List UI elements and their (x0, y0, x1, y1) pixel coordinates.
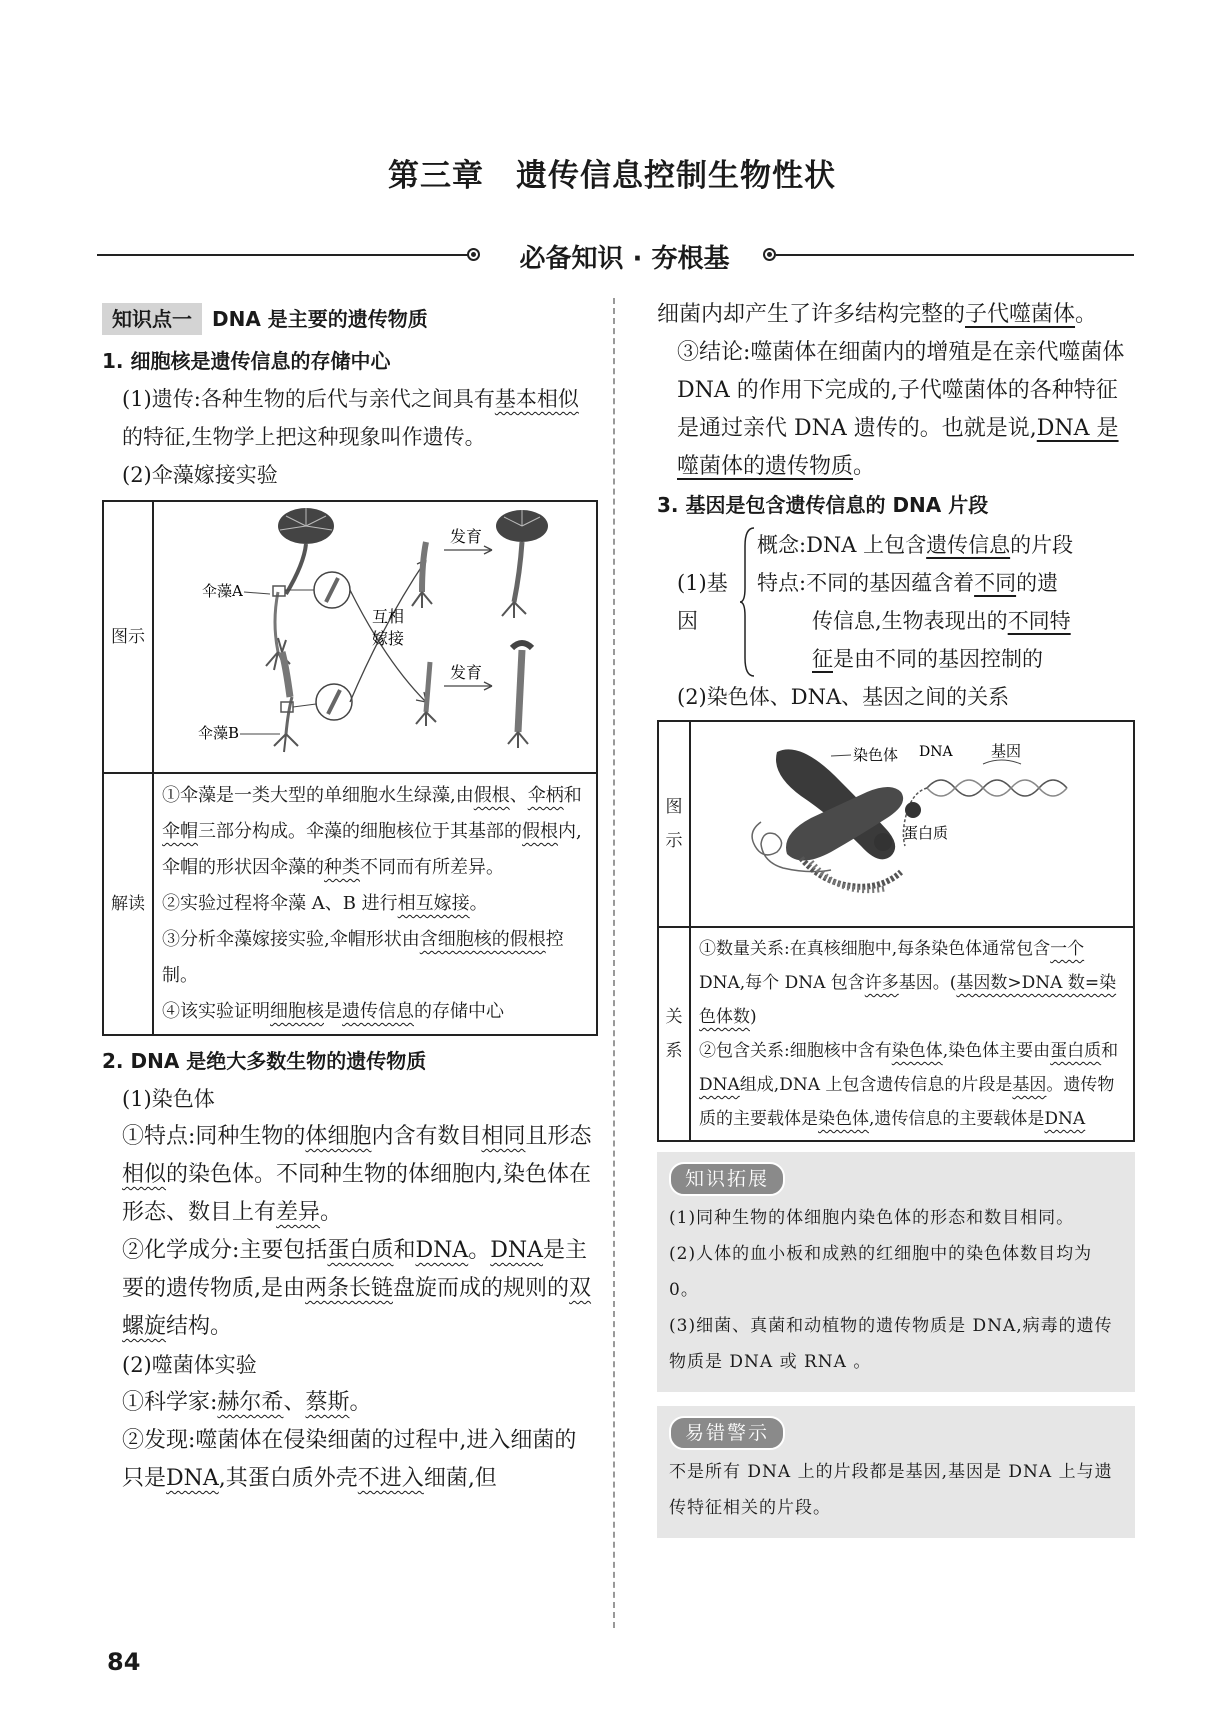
extension-item: (3)细菌、真菌和动植物的遗传物质是 DNA,病毒的遗传物质是 DNA 或 RNA 。 (669, 1316, 1113, 1372)
section-1-heading: 1. 细胞核是遗传信息的存储中心 (102, 349, 391, 373)
relation-text: ①数量关系:在真核细胞中,每条染色体通常包含一个 DNA,每个 DNA 包含许多基因。(基因数>DNA 数=染色体数) ②包含关系:细胞核中含有染色体,染色体主要由蛋白质和DNA组成,DNA 上包含遗传信息的片段是基因。遗传物质的主要载体是染色体,遗传信息的主要载体是DNA (690, 927, 1134, 1141)
acetabularia-subheading: (2)伞藻嫁接实验 (122, 463, 278, 487)
label-protein: 蛋白质 (903, 824, 949, 842)
error-warning-box (657, 1406, 1135, 1538)
chromosome-diagram (691, 722, 1131, 914)
interpretation-label: 解读 (103, 773, 153, 1035)
chromosome-features: ①特点:同种生物的体细胞内含有数目相同且形态相似的染色体。不同种生物的体细胞内,染色体在形态、数目上有差异。 (122, 1124, 592, 1225)
banner-dot-right (763, 248, 776, 261)
knowledge-extension-badge: 知识拓展 (669, 1162, 785, 1196)
error-warning-badge: 易错警示 (669, 1416, 785, 1450)
section-3-heading: 3. 基因是包含遗传信息的 DNA 片段 (657, 493, 989, 517)
section-banner (97, 240, 1134, 274)
gene-details (757, 526, 1135, 678)
chromosome-subheading: (1)染色体 (122, 1087, 215, 1111)
label-develop-bottom: 发育 (450, 663, 483, 682)
plant-a-icon (266, 508, 334, 670)
acetabularia-figure (153, 501, 597, 773)
relation-subheading: (2)染色体、DNA、基因之间的关系 (677, 685, 1010, 709)
gene-definition (657, 526, 1135, 678)
phage-subheading: (2)噬菌体实验 (122, 1353, 257, 1377)
relation-label: 关系 (658, 927, 690, 1141)
acetabularia-table (102, 500, 598, 1036)
gene-feature: 特点:不同的基因蕴含着不同的遗 (757, 571, 1059, 595)
gene-feature-cont: 传信息,生物表现出的不同特 (812, 609, 1071, 633)
label-graft-2: 嫁接 (372, 629, 405, 648)
figure-label-2: 图示 (658, 721, 690, 927)
banner-line-left (97, 254, 469, 256)
gene-feature-cont-2: 征是由不同的基因控制的 (812, 647, 1043, 671)
label-plant-b: 伞藻B (198, 724, 240, 742)
grafting-diagram (154, 502, 594, 760)
right-column (657, 296, 1135, 1538)
label-graft-1: 互相 (372, 607, 405, 626)
interpretation-text: ①伞藻是一类大型的单细胞水生绿藻,由假根、伞柄和伞帽三部分构成。伞藻的细胞核位于其基部的假根内,伞帽的形状因伞藻的种类不同而有所差异。 ②实验过程将伞藻 A、B 进行相互嫁接。 ③分析伞藻嫁接实验,伞帽形状由含细胞核的假根控制。 ④该实验证明细胞核是遗传信息的存储中心 (153, 773, 597, 1035)
heredity-definition: (1)遗传:各种生物的后代与亲代之间具有基本相似的特征,生物学上把这种现象叫作遗传。 (122, 387, 579, 449)
left-column (102, 300, 598, 1498)
kp-title: DNA 是主要的遗传物质 (212, 307, 428, 331)
phage-discovery: ②发现:噬菌体在侵染细菌的过程中,进入细菌的只是DNA,其蛋白质外壳不进入细菌,但 (122, 1428, 577, 1491)
banner-dot-left (467, 248, 480, 261)
chromosome-composition: ②化学成分:主要包括蛋白质和DNA。DNA是主要的遗传物质,是由两条长链盘旋而成的规则的双螺旋结构。 (122, 1238, 592, 1339)
column-divider (613, 298, 615, 1628)
brace-icon (739, 526, 757, 678)
label-dna: DNA (919, 744, 953, 760)
banner-line-right (776, 254, 1134, 256)
phage-conclusion: ③结论:噬菌体在细菌内的增殖是在亲代噬菌体 DNA 的作用下完成的,子代噬菌体的各种特征是通过亲代 DNA 遗传的。也就是说,DNA 是噬菌体的遗传物质。 (677, 340, 1125, 479)
dna-helix-icon (927, 780, 1067, 796)
kp-tag: 知识点一 (102, 303, 202, 335)
phage-discovery-cont: 细菌内却产生了许多结构完整的子代噬菌体。 (657, 302, 1098, 327)
page-number: 84 (107, 1648, 141, 1676)
knowledge-point-header (102, 300, 598, 338)
extension-item: (2)人体的血小板和成熟的红细胞中的染色体数目均为 0。 (669, 1244, 1093, 1300)
gene-label: (1)基因 (677, 571, 728, 633)
knowledge-extension-box (657, 1152, 1135, 1392)
label-plant-a: 伞藻A (202, 582, 243, 600)
phage-scientists: ①科学家:赫尔希、蔡斯。 (122, 1390, 372, 1415)
label-chromosome: 染色体 (853, 746, 899, 764)
chromosome-figure (690, 721, 1134, 927)
chromosome-table (657, 720, 1135, 1142)
section-2-heading: 2. DNA 是绝大多数生物的遗传物质 (102, 1049, 427, 1073)
warning-text: 不是所有 DNA 上的片段都是基因,基因是 DNA 上与遗传特征相关的片段。 (669, 1462, 1113, 1518)
gene-concept: 概念:DNA 上包含遗传信息的片段 (757, 533, 1074, 557)
extension-item: (1)同种生物的体细胞内染色体的形态和数目相同。 (669, 1208, 1075, 1228)
label-develop-top: 发育 (450, 527, 483, 546)
figure-label: 图示 (103, 501, 153, 773)
chapter-title: 第三章 遗传信息控制生物性状 (388, 158, 836, 194)
label-gene: 基因 (991, 742, 1022, 760)
banner-title: 必备知识 · 夯根基 (519, 244, 730, 274)
